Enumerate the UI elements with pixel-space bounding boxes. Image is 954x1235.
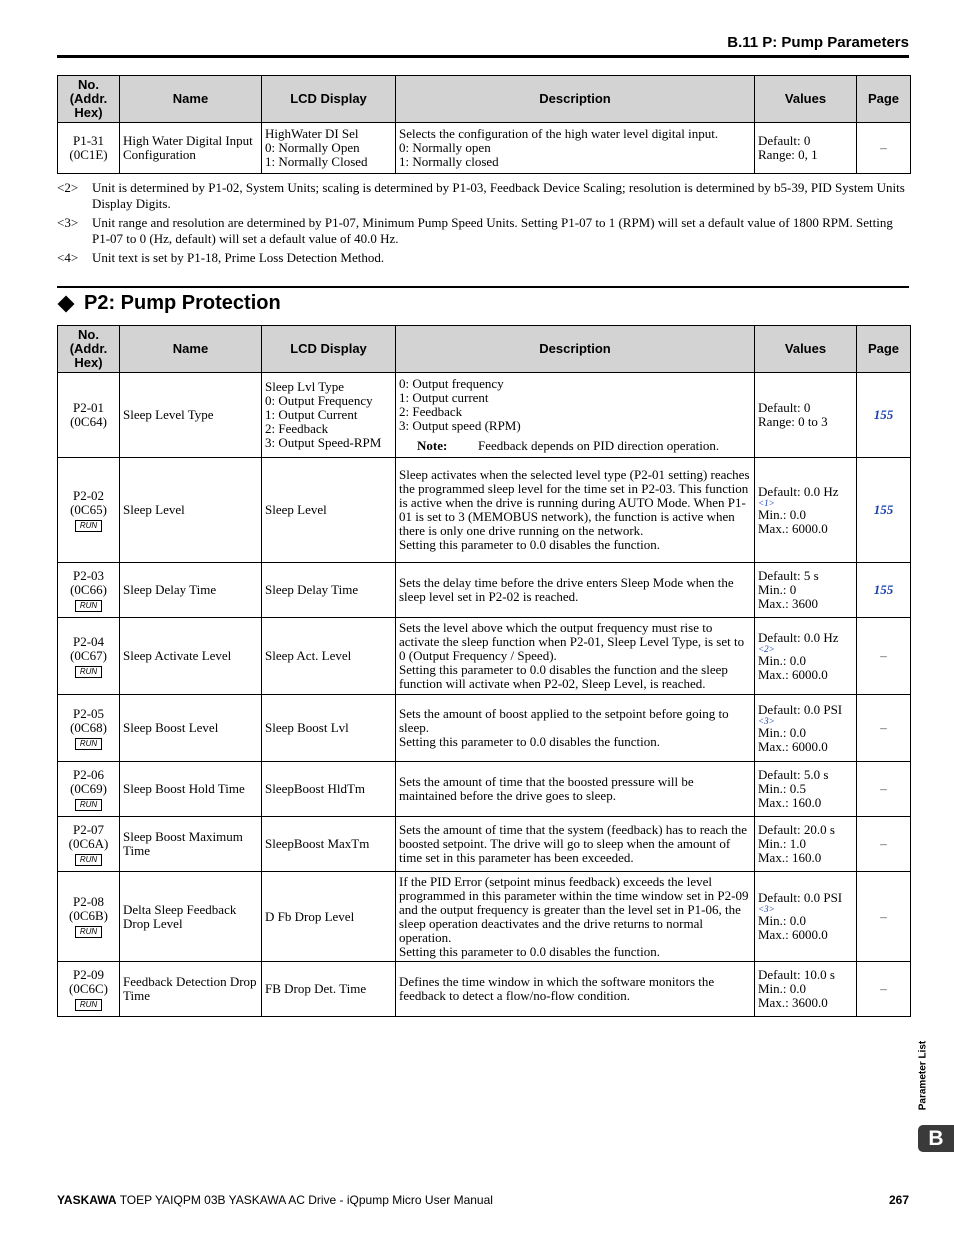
values-cell [755, 817, 857, 872]
description-cell [396, 563, 755, 618]
description-line: Setting this parameter to 0.0 disables the function. [399, 943, 661, 959]
value-line: Min.: 0.0 [758, 981, 807, 996]
value-line: Default: 0.0 PSI [758, 701, 843, 717]
values-cell [755, 762, 857, 817]
param-number-cell [58, 872, 120, 962]
value-line: Min.: 1.0 [758, 836, 807, 851]
footnote [57, 180, 910, 212]
lcd-line: 0: Output Frequency [265, 393, 373, 408]
value-line: Default: 20.0 s [758, 822, 835, 837]
param-address: (0C65) [70, 501, 107, 517]
param-number-cell [58, 563, 120, 618]
page-dash: – [880, 720, 887, 735]
parameter-table-p2 [57, 325, 911, 1017]
values-cell [755, 458, 857, 563]
param-name: Delta Sleep Feedback Drop Level [120, 872, 262, 962]
column-header: Name [120, 76, 262, 123]
value-line: Max.: 160.0 [758, 795, 822, 810]
value-line: Range: 0, 1 [758, 147, 818, 162]
value-line: Max.: 6000.0 [758, 927, 828, 942]
lcd-display-cell [262, 373, 396, 458]
table-row [58, 962, 911, 1017]
footnote-ref-link[interactable]: <1> [758, 497, 775, 508]
value-line: Default: 0 [758, 400, 811, 415]
page-link[interactable]: 155 [873, 582, 894, 597]
value-line: Max.: 3600 [758, 596, 818, 611]
description-cell [396, 817, 755, 872]
lcd-display-cell [262, 123, 396, 174]
param-number-cell [58, 695, 120, 762]
param-number: P2-08 [72, 894, 105, 909]
value-line: Default: 0 [758, 133, 811, 148]
param-number: P2-05 [72, 705, 105, 721]
param-name: Sleep Boost Level [120, 695, 262, 762]
description-cell [396, 872, 755, 962]
param-number: P1-31 [72, 133, 105, 148]
table-header-row [58, 76, 911, 123]
table-row [58, 762, 911, 817]
page-ref-cell [857, 618, 911, 695]
param-name: Sleep Activate Level [120, 618, 262, 695]
description-line: Sets the amount of boost applied to the setpoint before going to sleep. [399, 706, 729, 735]
section-rule [57, 286, 909, 288]
run-badge: RUN [75, 799, 102, 811]
param-number-cell [58, 817, 120, 872]
param-address: (0C67) [70, 647, 107, 663]
column-header: Page [857, 326, 911, 373]
footnote-key: <3> [57, 215, 79, 230]
footnote-text: Unit range and resolution are determined by P1-07, Minimum Pump Speed Units. Setting P1-07 to 1 (RPM) will set a default value of 1800 RPM. Setting P1-07 to 0 (Hz, default) will set a default value of 40.0 Hz. [92, 215, 893, 246]
lcd-line: 0: Normally Open [265, 140, 360, 155]
page-dash: – [880, 981, 887, 996]
footnotes [57, 180, 910, 269]
value-line: Min.: 0.5 [758, 781, 807, 796]
lcd-line: Sleep Level [265, 502, 327, 517]
footer-text: TOEP YAIQPM 03B YASKAWA AC Drive - iQpump Micro User Manual [116, 1193, 493, 1207]
param-number: P2-04 [72, 633, 105, 649]
value-line: Default: 0.0 PSI [758, 890, 843, 905]
lcd-line: 1: Output Current [265, 407, 358, 422]
param-number-cell [58, 618, 120, 695]
footnote-ref-link[interactable]: <3> [758, 715, 775, 726]
param-number: P2-09 [72, 966, 105, 982]
value-line: Min.: 0.0 [758, 506, 807, 522]
value-line: Range: 0 to 3 [758, 414, 828, 429]
param-name: Feedback Detection Drop Time [120, 962, 262, 1017]
table-row [58, 123, 911, 174]
run-badge: RUN [75, 666, 102, 678]
param-number-cell [58, 762, 120, 817]
param-name: Sleep Boost Maximum Time [120, 817, 262, 872]
value-line: Default: 10.0 s [758, 967, 835, 982]
value-line: Default: 5.0 s [758, 767, 829, 782]
note-text: Feedback depends on PID direction operation. [478, 438, 720, 453]
lcd-line: FB Drop Det. Time [265, 981, 367, 996]
description-cell [396, 962, 755, 1017]
page-dash: – [880, 140, 887, 155]
page-dash: – [880, 781, 887, 796]
param-number: P2-02 [72, 487, 105, 503]
column-header: Description [396, 76, 755, 123]
value-line: Max.: 3600.0 [758, 995, 828, 1010]
description-line: Defines the time window in which the software monitors the feedback to detect a flow/no-flow condition. [399, 974, 715, 1003]
footnote-ref-link[interactable]: <2> [758, 643, 775, 654]
lcd-line: 2: Feedback [265, 421, 329, 436]
param-number: P2-03 [72, 567, 105, 583]
lcd-line: 1: Normally Closed [265, 154, 368, 169]
lcd-display-cell [262, 962, 396, 1017]
values-cell [755, 695, 857, 762]
note-label: Note: [417, 438, 448, 453]
lcd-display-cell [262, 458, 396, 563]
footer-brand: YASKAWA [57, 1193, 117, 1207]
column-header-line: (Addr. [69, 341, 108, 356]
param-address: (0C1E) [69, 147, 108, 162]
lcd-line: SleepBoost HldTm [265, 781, 366, 796]
page-ref-cell [857, 962, 911, 1017]
table-header-row [58, 326, 911, 373]
page-ref-cell [857, 872, 911, 962]
values-cell [755, 618, 857, 695]
column-header: Name [120, 326, 262, 373]
value-line: Max.: 6000.0 [758, 738, 828, 754]
column-header-line: Hex) [74, 105, 103, 120]
lcd-display-cell [262, 695, 396, 762]
table-row [58, 872, 911, 962]
description-line: Sleep activates when the selected level type (P2-01 setting) reaches the programmed sleep level for the time set in P2-03. This function is active when the drive is running during AUTO Mode. When P1-01 is set to 3 (MEMOBUS network), the function is active when there is only one drive running on the network. [399, 467, 750, 538]
values-cell [755, 123, 857, 174]
column-header [58, 326, 120, 373]
param-number-cell [58, 373, 120, 458]
value-line: Default: 5 s [758, 568, 819, 583]
table-row [58, 817, 911, 872]
page-ref-cell [857, 817, 911, 872]
values-cell [755, 872, 857, 962]
column-header: LCD Display [262, 76, 396, 123]
lcd-line: Sleep Act. Level [265, 648, 352, 663]
values-cell [755, 962, 857, 1017]
side-section-label: Parameter List [917, 1040, 929, 1111]
description-line: 0: Normally open [399, 140, 491, 155]
param-name: High Water Digital Input Configuration [120, 123, 262, 174]
run-badge: RUN [75, 854, 102, 866]
page-footer [57, 1193, 909, 1207]
run-badge: RUN [75, 926, 102, 938]
description-line: Setting this parameter to 0.0 disables the function. [399, 734, 661, 749]
description-cell [396, 373, 755, 458]
value-line: Max.: 6000.0 [758, 666, 828, 682]
values-cell [755, 373, 857, 458]
param-address: (0C6C) [69, 980, 108, 996]
page-dash: – [880, 908, 887, 924]
page-link[interactable]: 155 [873, 502, 894, 517]
column-header: Values [755, 76, 857, 123]
header-rule [57, 55, 909, 58]
column-header-line: No. [78, 327, 99, 342]
column-header: Description [396, 326, 755, 373]
table-row [58, 563, 911, 618]
param-name: Sleep Delay Time [120, 563, 262, 618]
value-line: Max.: 6000.0 [758, 520, 828, 536]
lcd-display-cell [262, 563, 396, 618]
table-row [58, 695, 911, 762]
diamond-bullet-icon [58, 295, 75, 312]
value-line: Min.: 0.0 [758, 724, 807, 740]
description-cell [396, 762, 755, 817]
value-line: Min.: 0.0 [758, 652, 807, 668]
description-cell [396, 695, 755, 762]
section-heading [57, 292, 281, 315]
page-ref-cell [857, 695, 911, 762]
lcd-display-cell [262, 817, 396, 872]
value-line: Min.: 0 [758, 582, 797, 597]
param-address: (0C69) [70, 780, 107, 796]
page-dash: – [880, 648, 887, 663]
page-ref-cell [857, 762, 911, 817]
values-cell [755, 563, 857, 618]
column-header [58, 76, 120, 123]
column-header-line: No. [78, 77, 99, 92]
param-name: Sleep Boost Hold Time [120, 762, 262, 817]
page-ref-cell [857, 373, 911, 458]
param-address: (0C68) [70, 719, 107, 735]
lcd-line: HighWater DI Sel [265, 126, 359, 141]
description-cell [396, 618, 755, 695]
param-address: (0C6A) [68, 835, 109, 851]
run-badge: RUN [75, 738, 102, 750]
lcd-line: D Fb Drop Level [265, 908, 355, 924]
param-number-cell [58, 962, 120, 1017]
description-line: 0: Output frequency [399, 376, 504, 391]
run-badge: RUN [75, 520, 102, 532]
lcd-display-cell [262, 872, 396, 962]
value-line: Max.: 160.0 [758, 850, 822, 865]
description-line: Sets the level above which the output frequency must rise to activate the sleep function when P2-01, Sleep Level Type, is set to 0 (Output Frequency / Speed). [399, 620, 745, 663]
lcd-display-cell [262, 762, 396, 817]
description-cell [396, 458, 755, 563]
lcd-line: 3: Output Speed-RPM [265, 435, 382, 450]
column-header: LCD Display [262, 326, 396, 373]
description-line: 3: Output speed (RPM) [399, 418, 521, 433]
run-badge: RUN [75, 600, 102, 612]
param-number-cell [58, 123, 120, 174]
lcd-line: Sleep Boost Lvl [265, 720, 349, 735]
description-line: 2: Feedback [399, 404, 463, 419]
lcd-line: Sleep Lvl Type [265, 379, 345, 394]
param-name: Sleep Level [120, 458, 262, 563]
footnote [57, 250, 910, 266]
page-link[interactable]: 155 [873, 407, 894, 422]
value-line: Min.: 0.0 [758, 913, 807, 928]
param-number: P2-07 [72, 821, 105, 837]
param-name: Sleep Level Type [120, 373, 262, 458]
table-row [58, 458, 911, 563]
param-address: (0C66) [70, 581, 107, 597]
column-header-line: Hex) [74, 355, 103, 370]
section-title: P2: Pump Protection [84, 292, 281, 314]
param-address: (0C64) [70, 414, 107, 429]
page-number: 267 [888, 1193, 909, 1207]
table-row [58, 373, 911, 458]
page-ref-cell [857, 563, 911, 618]
footnote [57, 215, 910, 247]
run-badge: RUN [75, 999, 102, 1011]
value-line: Default: 0.0 Hz [758, 483, 839, 499]
description-line: Setting this parameter to 0.0 disables the function. [399, 537, 661, 552]
description-line: 1: Normally closed [399, 154, 499, 169]
footnote-text: Unit text is set by P1-18, Prime Loss Detection Method. [92, 250, 385, 265]
column-header-line: (Addr. [69, 91, 108, 106]
description-line: Sets the delay time before the drive enters Sleep Mode when the sleep level set in P2-02 is reached. [399, 575, 734, 604]
footnote-key: <2> [57, 180, 79, 195]
note [399, 439, 751, 453]
description-cell [396, 123, 755, 174]
param-number-cell [58, 458, 120, 563]
lcd-display-cell [262, 618, 396, 695]
lcd-line: Sleep Delay Time [265, 582, 359, 597]
description-line: If the PID Error (setpoint minus feedback) exceeds the level programmed in this parameter within the time window set in P2-09 and the output frequency is greater than the level set in P1-06, the sleep operation deactivates and the drive returns to normal operation. [399, 873, 749, 945]
footnote-key: <4> [57, 250, 79, 265]
param-number: P2-01 [72, 400, 105, 415]
appendix-tab: B [918, 1125, 954, 1152]
description-line: Selects the configuration of the high water level digital input. [399, 126, 719, 141]
column-header: Page [857, 76, 911, 123]
description-line: Sets the amount of time that the boosted pressure will be maintained before the drive goes to sleep. [399, 774, 694, 803]
column-header: Values [755, 326, 857, 373]
page-header-title: B.11 P: Pump Parameters [727, 34, 909, 51]
param-number: P2-06 [72, 766, 105, 782]
description-line: 1: Output current [399, 390, 489, 405]
footnote-ref-link[interactable]: <3> [758, 904, 775, 914]
page-ref-cell [857, 458, 911, 563]
description-line: Sets the amount of time that the system (feedback) has to reach the boosted setpoint. The drive will go to sleep when the amount of time set in this parameter has been exceeded. [399, 822, 747, 865]
parameter-table-p1 [57, 75, 911, 174]
footnote-text: Unit is determined by P1-02, System Units; scaling is determined by P1-03, Feedback Device Scaling; resolution is determined by b5-39, PID System Units Display Digits. [92, 180, 905, 211]
page-ref-cell [857, 123, 911, 174]
lcd-line: SleepBoost MaxTm [265, 836, 370, 851]
page-dash: – [880, 836, 887, 851]
table-row [58, 618, 911, 695]
description-line: Setting this parameter to 0.0 disables the function and the sleep function will activate when P2-02, Sleep Level, is reached. [399, 662, 728, 691]
value-line: Default: 0.0 Hz [758, 629, 839, 645]
param-address: (0C6B) [69, 908, 108, 923]
